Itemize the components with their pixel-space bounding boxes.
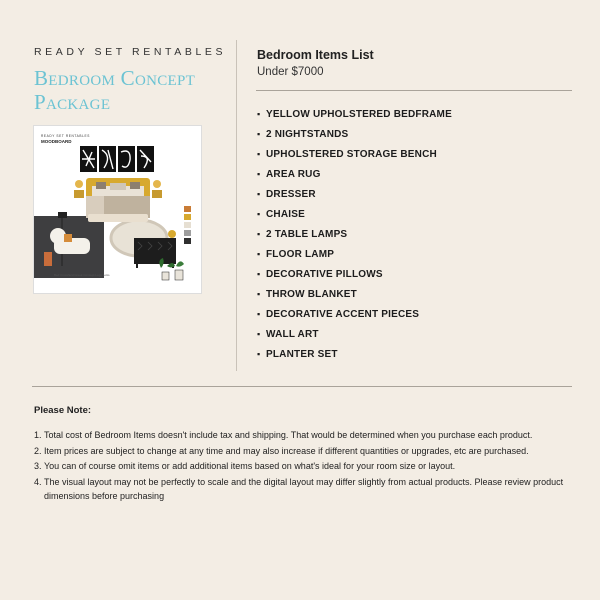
bed-icon (86, 178, 150, 218)
list-item: ▪ FLOOR LAMP (257, 246, 452, 266)
list-item: ▪ PLANTER SET (257, 346, 452, 366)
bullet-icon: ▪ (257, 229, 261, 239)
floor-lamp-icon (58, 212, 67, 218)
wall-art-icon (80, 146, 154, 172)
bullet-icon: ▪ (257, 329, 261, 339)
moodboard-title: MOODBOARD (41, 139, 72, 144)
note-item: 1. Total cost of Bedroom Items doesn't include tax and shipping. That would be determined when you purchase each product. (34, 430, 533, 440)
list-item: ▪ DECORATIVE PILLOWS (257, 266, 452, 286)
notes-list (34, 428, 564, 505)
list-item: ▪ WALL ART (257, 326, 452, 346)
bedroom-items-list (257, 106, 452, 366)
list-item: ▪ AREA RUG (257, 166, 452, 186)
bullet-icon: ▪ (257, 309, 261, 319)
list-item: ▪ 2 TABLE LAMPS (257, 226, 452, 246)
list-divider (256, 90, 572, 91)
moodboard-brand: READY SET RENTABLES (41, 134, 90, 138)
list-item: ▪ CHAISE (257, 206, 452, 226)
list-item: ▪ DRESSER (257, 186, 452, 206)
vertical-divider (236, 40, 237, 371)
bullet-icon: ▪ (257, 109, 261, 119)
page-title-line2: Package (34, 90, 111, 114)
brand-label: READY SET RENTABLES (34, 46, 227, 58)
list-heading: Bedroom Items List (257, 48, 374, 62)
list-budget: Under $7000 (257, 66, 324, 78)
page-title (34, 66, 195, 114)
moodboard-caption: Bed Crossfield Greek Concept Logy Lotto (54, 273, 110, 277)
list-item: ▪ THROW BLANKET (257, 286, 452, 306)
bullet-icon: ▪ (257, 169, 261, 179)
notes-heading: Please Note: (34, 405, 92, 416)
bullet-icon: ▪ (257, 129, 261, 139)
bullet-icon: ▪ (257, 149, 261, 159)
section-divider (32, 386, 572, 387)
page-title-line1: Bedroom Concept (34, 66, 196, 90)
note-item: 2. Item prices are subject to change at any time and may also increase if different quantities or upgrades, etc are purchased. (34, 445, 529, 456)
list-item: ▪ DECORATIVE ACCENT PIECES (257, 306, 452, 326)
bullet-icon: ▪ (257, 249, 261, 259)
note-item: 3. You can of course omit items or add additional items based on what's ideal for your room size or layout. (34, 461, 456, 471)
list-item: ▪ 2 NIGHTSTANDS (257, 126, 452, 146)
bullet-icon: ▪ (257, 289, 261, 299)
bullet-icon: ▪ (257, 209, 261, 219)
bullet-icon: ▪ (257, 189, 261, 199)
list-item: ▪ UPHOLSTERED STORAGE BENCH (257, 146, 452, 166)
moodboard-illustration (34, 126, 201, 293)
moodboard-image (34, 126, 201, 293)
list-item: ▪ YELLOW UPHOLSTERED BEDFRAME (257, 106, 452, 126)
note-item: 4. The visual layout may not be perfectly to scale and the digital layout may differ slightly from actual products. Please review product dimensions before purchasing (34, 476, 564, 501)
bullet-icon: ▪ (257, 269, 261, 279)
bullet-icon: ▪ (257, 349, 261, 359)
